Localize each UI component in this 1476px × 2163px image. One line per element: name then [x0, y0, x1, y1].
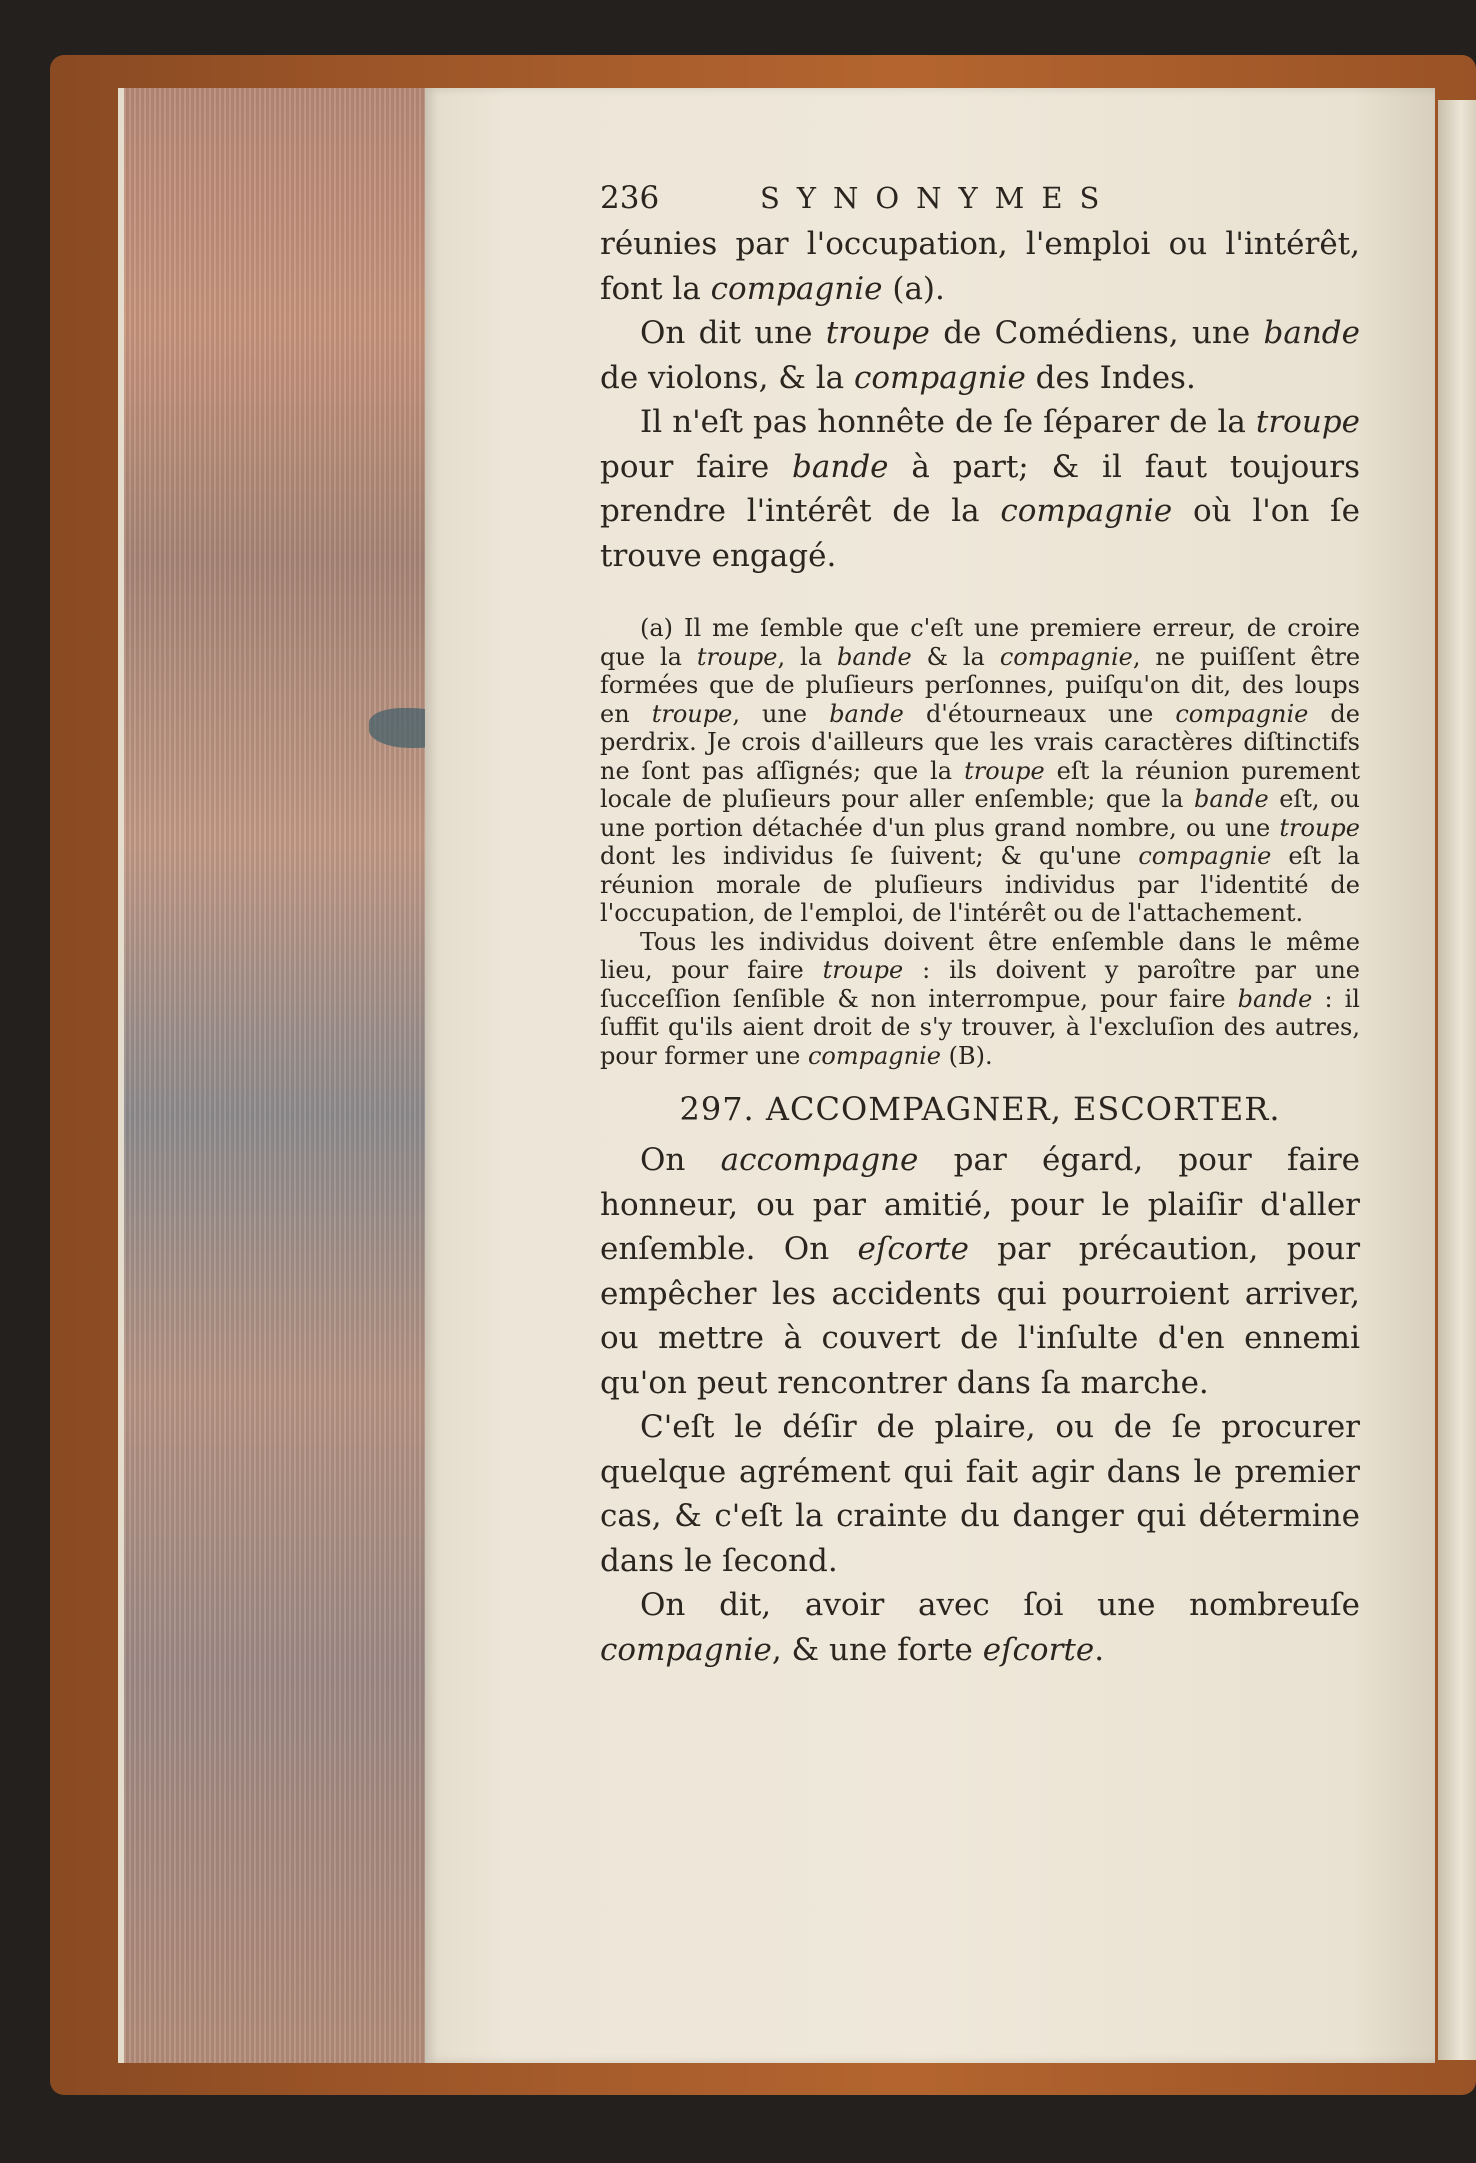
text-run: , une	[732, 699, 830, 728]
page-number: 236	[600, 180, 660, 216]
running-title: SYNONYMES	[760, 181, 1117, 215]
text-run: (a) Il me ſemble que c'eſt une premiere erreur, de croire que la	[600, 614, 1360, 671]
page-header	[600, 180, 1360, 222]
text-run: On dit une	[640, 315, 826, 351]
paragraph-continuation	[600, 222, 1360, 311]
page-text	[600, 180, 1360, 1672]
text-run: , ne puiſſent être formées que de pluſieurs perſonnes, puiſqu'on dit, des loups en	[600, 642, 1361, 728]
italic-term: troupe	[1255, 404, 1360, 440]
paragraph	[600, 1138, 1360, 1405]
text-run: eſt, ou une portion détachée d'un plus grand nombre, ou une	[600, 785, 1360, 842]
footnote	[600, 614, 1360, 1070]
text-run: .	[1094, 1631, 1105, 1668]
section-heading: 297. ACCOMPAGNER, ESCORTER.	[679, 1090, 1281, 1128]
footnote-paragraph	[600, 614, 1360, 928]
italic-term: compagnie	[1000, 493, 1173, 529]
text-run: (a).	[882, 270, 945, 307]
text-run: par précaution, pour empêcher les accidents qui pourroient arriver, ou mettre à couvert de l'inſulte d'en ennemi qu'on peut rencontrer dans ſa marche.	[600, 1231, 1361, 1401]
italic-term: bande	[1263, 315, 1360, 351]
italic-term: bande	[836, 642, 912, 671]
italic-term: accompagne	[720, 1142, 919, 1178]
italic-term: compagnie	[1138, 842, 1272, 870]
text-run: , & une forte	[771, 1631, 983, 1668]
footnote-paragraph	[600, 928, 1360, 1071]
text-run: : il ſuffit qu'ils aient droit de s'y trouver, à l'excluſion des autres, pour former une	[600, 984, 1360, 1070]
italic-term: troupe	[651, 699, 733, 728]
italic-term: troupe	[964, 756, 1045, 785]
paragraph	[600, 400, 1360, 578]
text-run: pour faire	[600, 448, 793, 485]
text-run: des Indes.	[1025, 359, 1196, 396]
paragraph: C'eſt le déſir de plaire, ou de ſe procurer quelque agrément qui fait agir dans le premier cas, & c'eſt la crainte du danger qui détermine dans le ſecond.	[600, 1409, 1360, 1579]
text-run: & la	[911, 642, 1000, 671]
text-run: On dit, avoir avec ſoi une nombreuſe	[640, 1587, 1360, 1623]
paragraph	[600, 311, 1360, 400]
italic-term: troupe	[696, 642, 778, 671]
paragraph	[600, 1583, 1360, 1672]
text-run: On	[640, 1142, 721, 1178]
italic-term: bande	[792, 448, 889, 485]
text-run: : ils doivent y paroître par une ſucceſſion ſenſible & non interrompue, pour faire	[600, 956, 1361, 1013]
italic-term: troupe	[1279, 813, 1360, 842]
text-run: , la	[777, 642, 837, 671]
next-page-edge	[1438, 100, 1476, 2060]
marbled-page-edge	[118, 88, 444, 2063]
italic-term: eſcorte	[857, 1231, 969, 1267]
italic-term: troupe	[822, 956, 904, 984]
text-run: où l'on ſe trouve engagé.	[600, 493, 1361, 574]
italic-term: compagnie	[1175, 699, 1309, 728]
italic-term: compagnie	[999, 642, 1133, 671]
italic-term: eſcorte	[982, 1631, 1095, 1668]
text-run: d'étourneaux une	[903, 699, 1176, 728]
text-run: de Comédiens, une	[929, 315, 1264, 351]
text-run: à part; & il faut toujours prendre l'intérêt de la	[600, 448, 1360, 529]
text-run: de violons, & la	[600, 359, 854, 396]
text-run: eſt la réunion purement locale de pluſieurs pour aller enſemble; que la	[600, 756, 1360, 813]
text-run: (B).	[941, 1041, 993, 1070]
italic-term: bande	[1237, 984, 1313, 1013]
text-run: de perdrix. Je crois d'ailleurs que les vrais caractères diſtinctifs ne ſont pas aſſignés; que la	[600, 699, 1360, 785]
italic-term: bande	[1193, 785, 1269, 813]
italic-term: compagnie	[807, 1041, 942, 1070]
text-run: eſt la réunion morale de pluſieurs individus par l'identité de l'occupation, de l'emploi, de l'intérêt ou de l'attachement.	[600, 842, 1360, 927]
italic-term: compagnie	[600, 1631, 772, 1668]
text-run: dont les individus ſe ſuivent; & qu'une	[600, 842, 1139, 870]
text-run: par égard, pour faire honneur, ou par amitié, pour le plaiſir d'aller enſemble. On	[600, 1142, 1361, 1267]
italic-term: compagnie	[854, 359, 1026, 396]
italic-term: compagnie	[710, 270, 883, 307]
italic-term: troupe	[825, 315, 930, 351]
italic-term: bande	[829, 699, 904, 728]
text-run: Tous les individus doivent être enſemble dans le même lieu, pour faire	[600, 927, 1360, 984]
text-run: réunies par l'occupation, l'emploi ou l'intérêt, font la	[600, 226, 1360, 307]
text-run: Il n'eſt pas honnête de ſe ſéparer de la	[640, 404, 1256, 440]
